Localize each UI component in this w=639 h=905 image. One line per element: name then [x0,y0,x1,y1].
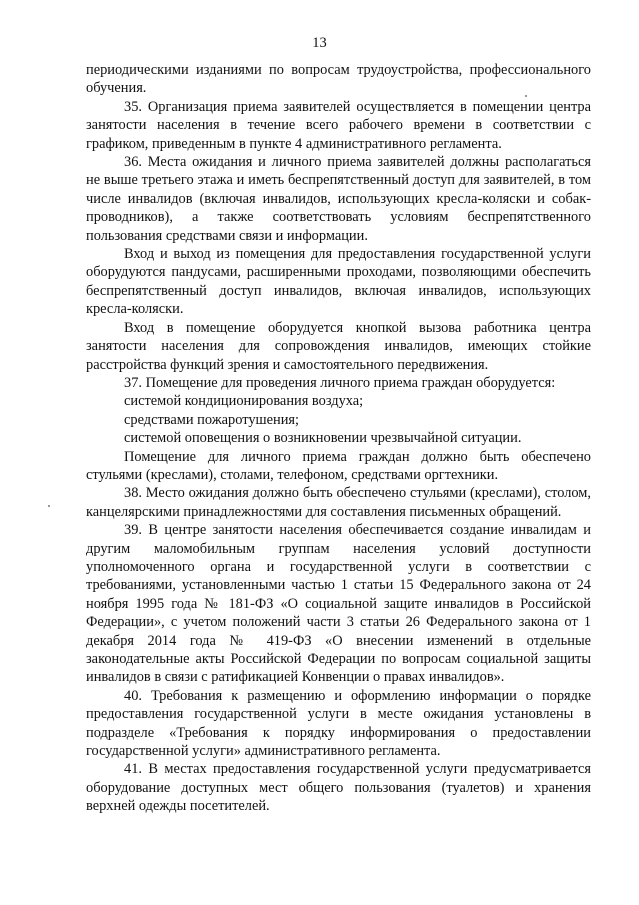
list-item-fire-extinguishing: средствами пожаротушения; [124,411,300,428]
paragraph-41: 41. В местах предоставления государственной услуги предусматривается оборудование доступных мест общего пользования (туалетов) и хранения верхней одежды посетителей. [86,761,591,815]
paragraph-furniture: Помещение для личного приема граждан должно быть обеспечено стульями (креслами), столами, телефоном, средствами оргтехники. [86,448,591,483]
scan-speck [48,505,50,507]
page-number: 13 [312,35,327,51]
paragraph-continuation: периодическими изданиями по вопросам трудоустройства, профессионального обучения. [86,62,591,97]
scan-speck [525,95,527,97]
paragraph-38: 38. Место ожидания должно быть обеспечено стульями (креслами), столом, канцелярскими принадлежностями для составления письменных обращений. [86,485,591,520]
paragraph-36: 36. Места ожидания и личного приема заявителей должны располагаться не выше третьего этажа и иметь беспрепятственный доступ для заявителей, в том числе инвалидов (включая инвалидов, использующих кресла-коляски и собак-проводников), а также соответствовать условиям беспрепятственного пользования средствами связи и информации. [86,154,591,244]
list-item-air-conditioning: системой кондиционирования воздуха; [124,393,364,410]
paragraph-39: 39. В центре занятости населения обеспечивается создание инвалидам и другим маломобильным группам населения условий доступности уполномоченного органа и государственной услуги в соответствии с требованиями, установленными частью 1 статьи 15 Федерального закона от 24 ноября 1995 года № 181-ФЗ «О социальной защите инвалидов в Российской Федерации», с учетом положений части 3 статьи 26 Федерального закона от 1 декабря 2014 года № 419-ФЗ «О внесении изменений в отдельные законодательные акты Российской Федерации по вопросам социальной защиты инвалидов в связи с ратификацией Конвенции о правах инвалидов». [86,522,591,686]
paragraph-call-button: Вход в помещение оборудуется кнопкой вызова работника центра занятости населения для сопровождения инвалидов, имеющих стойкие расстройства функций зрения и самостоятельного передвижения. [86,319,591,373]
paragraph-entrance-exit: Вход и выход из помещения для предоставления государственной услуги оборудуются пандусами, расширенными проходами, позволяющими обеспечить беспрепятственный доступ инвалидов, включая инвалидов, использующих кресла-коляски. [86,246,591,318]
paragraph-35: 35. Организация приема заявителей осуществляется в помещении центра занятости населения в течение всего рабочего времени в соответствии с графиком, приведенным в пункте 4 административного регламента. [86,98,591,152]
paragraph-40: 40. Требования к размещению и оформлению информации о порядке предоставления государственной услуги в месте ожидания установлены в подразделе «Требования к порядку информирования о предоставлении государственной услуги» административного регламента. [86,687,591,760]
paragraph-37: 37. Помещение для проведения личного приема граждан оборудуется: [124,374,556,391]
document-body [86,61,591,816]
list-item-emergency-alert: системой оповещения о возникновении чрезвычайной ситуации. [124,430,522,447]
